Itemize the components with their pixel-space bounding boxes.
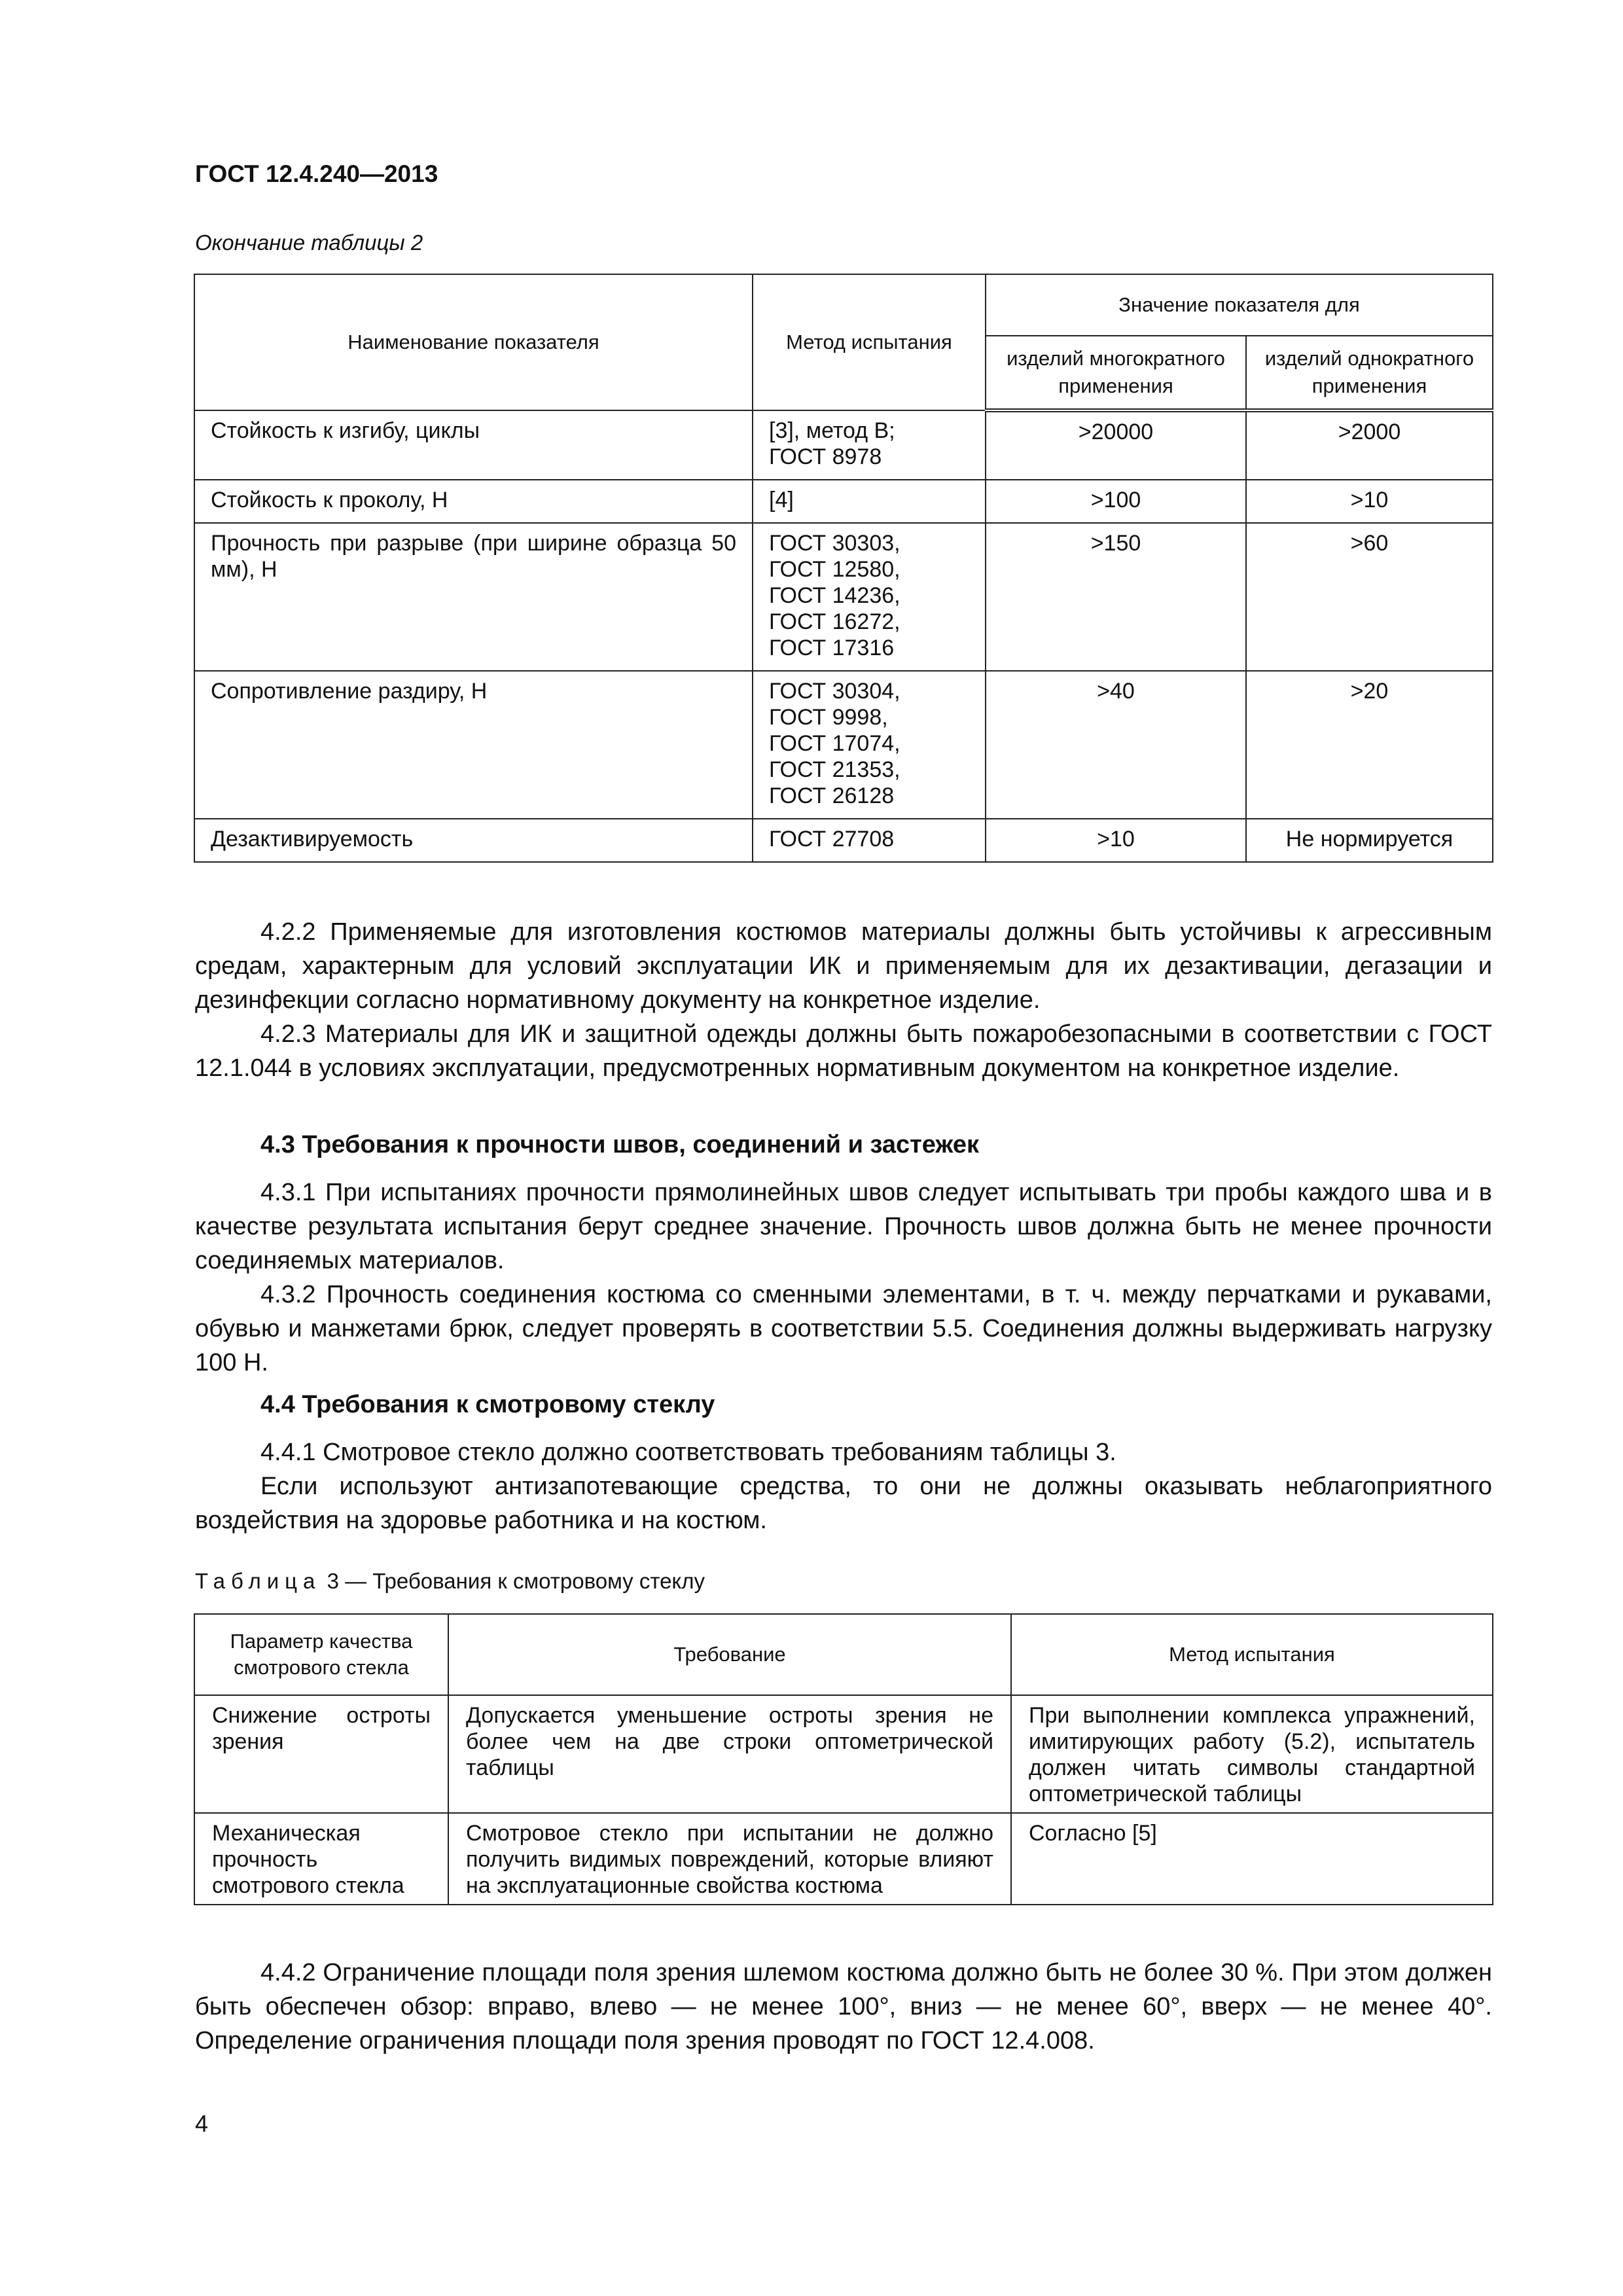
table3-caption-title: 3 — Требования к смотровому стеклу	[327, 1569, 705, 1593]
method-line: ГОСТ 9998,	[769, 705, 888, 730]
table-3	[194, 1613, 1493, 1905]
table2-cell-name: Стойкость к изгибу, циклы	[194, 410, 753, 480]
paragraphs-4-4	[195, 1435, 1492, 1537]
table3-caption-label: Таблица	[195, 1569, 321, 1593]
table2-header-multi	[986, 336, 1246, 410]
method-line: ГОСТ 26128	[769, 783, 895, 808]
paragraphs-4-2	[195, 915, 1492, 1085]
table-row	[194, 523, 1493, 671]
method-line: ГОСТ 21353,	[769, 757, 901, 782]
table2-cell-multi: >20000	[986, 410, 1246, 480]
table2-cell-name: Прочность при разрыве (при ширине образца 50 мм), Н	[194, 523, 753, 671]
table2-header-name: Наименование показателя	[194, 274, 753, 410]
table2-cell-single: >2000	[1246, 410, 1493, 480]
method-line: ГОСТ 16272,	[769, 609, 901, 634]
paragraph-4-4-1: 4.4.1 Смотровое стекло должно соответствовать требованиям таблицы 3.	[260, 1439, 1116, 1466]
table2-header-single-line1: изделий однократного	[1264, 347, 1474, 370]
table3-cell-method: Согласно [5]	[1011, 1813, 1493, 1905]
table-row	[194, 410, 1493, 480]
table-row	[194, 1813, 1493, 1905]
section-heading-4-4: 4.4 Требования к смотровому стеклу	[260, 1391, 715, 1418]
table3-cell-param: Снижение остроты зрения	[194, 1695, 448, 1813]
table2-header-multi-line1: изделий многократного	[1007, 347, 1225, 370]
table2-cell-multi: >100	[986, 480, 1246, 523]
table2-header-value-group: Значение показателя для	[986, 274, 1493, 336]
method-line: [4]	[769, 488, 794, 512]
paragraph-4-3-2: 4.3.2 Прочность соединения костюма со сменными элементами, в т. ч. между перчатками и рукавами, обувью и манжетами брюк, следует проверять в соответствии 5.5. Соединения должны выдерживать нагрузку 100 Н.	[195, 1281, 1492, 1376]
table-row	[194, 819, 1493, 862]
paragraphs-4-4-2	[195, 1956, 1492, 2058]
table3-cell-requirement: Смотровое стекло при испытании не должно получить видимых повреждений, которые влияют на эксплуатационные свойства костюма	[448, 1813, 1011, 1905]
table2-cell-method	[753, 671, 986, 819]
document-header: ГОСТ 12.4.240—2013	[195, 160, 438, 187]
paragraph-4-2-3: 4.2.3 Материалы для ИК и защитной одежды должны быть пожаробезопасными в соответствии с ГОСТ 12.1.044 в условиях эксплуатации, предусмотренных нормативным документом на конкретное изделие.	[195, 1020, 1492, 1082]
table2-cell-method	[753, 523, 986, 671]
method-line: ГОСТ 17074,	[769, 731, 901, 756]
table2-cell-single: >60	[1246, 523, 1493, 671]
paragraph-4-3-1: 4.3.1 При испытаниях прочности прямолинейных швов следует испытывать три пробы каждого шва и в качестве результата испытания берут среднее значение. Прочность швов должна быть не менее прочности соединяемых материалов.	[195, 1179, 1492, 1274]
table-row	[194, 480, 1493, 523]
paragraph-4-2-2: 4.2.2 Применяемые для изготовления костюмов материалы должны быть устойчивы к агрессивным средам, характерным для условий эксплуатации ИК и применяемым для их дезактивации, дегазации и дезинфекции согласно нормативному документу на конкретное изделие.	[195, 918, 1492, 1014]
table3-caption	[195, 1569, 705, 1594]
table2-cell-multi: >40	[986, 671, 1246, 819]
table3-header-param-line2: смотрового стекла	[234, 1656, 409, 1679]
table2-header-single-line2: применения	[1311, 374, 1427, 397]
method-line: ГОСТ 14236,	[769, 583, 901, 608]
table2-cell-single: >10	[1246, 480, 1493, 523]
table2-cell-name: Дезактивируемость	[194, 819, 753, 862]
table2-cell-multi: >10	[986, 819, 1246, 862]
table2-caption: Окончание таблицы 2	[195, 230, 423, 255]
table3-cell-requirement: Допускается уменьшение остроты зрения не более чем на две строки оптометрической таблицы	[448, 1695, 1011, 1813]
table2-cell-name: Стойкость к проколу, Н	[194, 480, 753, 523]
page-number: 4	[195, 2110, 209, 2137]
table2-cell-single: Не нормируется	[1246, 819, 1493, 862]
table3-header-method: Метод испытания	[1011, 1614, 1493, 1695]
section-heading-4-3: 4.3 Требования к прочности швов, соединений и застежек	[260, 1131, 980, 1158]
paragraph-4-4-2: 4.4.2 Ограничение площади поля зрения шлемом костюма должно быть не более 30 %. При этом должен быть обеспечен обзор: вправо, влево — не менее 100°, вниз — не менее 60°, вверх — не менее 40°. Определение ограничения площади поля зрения проводят по ГОСТ 12.4.008.	[195, 1959, 1492, 2054]
method-line: ГОСТ 27708	[769, 827, 895, 852]
paragraph-4-4-1b: Если используют антизапотевающие средства, то они не должны оказывать неблагоприятного воздействия на здоровье работника и на костюм.	[195, 1473, 1492, 1534]
method-line: ГОСТ 30303,	[769, 531, 901, 556]
table2-cell-method	[753, 819, 986, 862]
table3-cell-method: При выполнении комплекса упражнений, имитирующих работу (5.2), испытатель должен читать символы стандартной оптометрической таблицы	[1011, 1695, 1493, 1813]
table2-cell-method	[753, 480, 986, 523]
method-line: [3], метод В;	[769, 418, 895, 443]
paragraphs-4-3	[195, 1175, 1492, 1380]
method-line: ГОСТ 8978	[769, 444, 882, 469]
table2-cell-multi: >150	[986, 523, 1246, 671]
table2-cell-method	[753, 410, 986, 480]
table3-cell-param: Механическая прочность смотрового стекла	[194, 1813, 448, 1905]
table-2	[194, 274, 1493, 863]
table2-cell-single: >20	[1246, 671, 1493, 819]
table-row	[194, 1695, 1493, 1813]
table2-header-method: Метод испытания	[753, 274, 986, 410]
table3-header-requirement: Требование	[448, 1614, 1011, 1695]
table2-header-single	[1246, 336, 1493, 410]
table2-cell-name: Сопротивление раздиру, Н	[194, 671, 753, 819]
method-line: ГОСТ 17316	[769, 636, 895, 660]
method-line: ГОСТ 12580,	[769, 557, 901, 582]
table3-header-param	[194, 1614, 448, 1695]
table-row	[194, 671, 1493, 819]
table2-header-multi-line2: применения	[1058, 374, 1173, 397]
method-line: ГОСТ 30304,	[769, 679, 901, 704]
table3-header-param-line1: Параметр качества	[230, 1630, 413, 1653]
